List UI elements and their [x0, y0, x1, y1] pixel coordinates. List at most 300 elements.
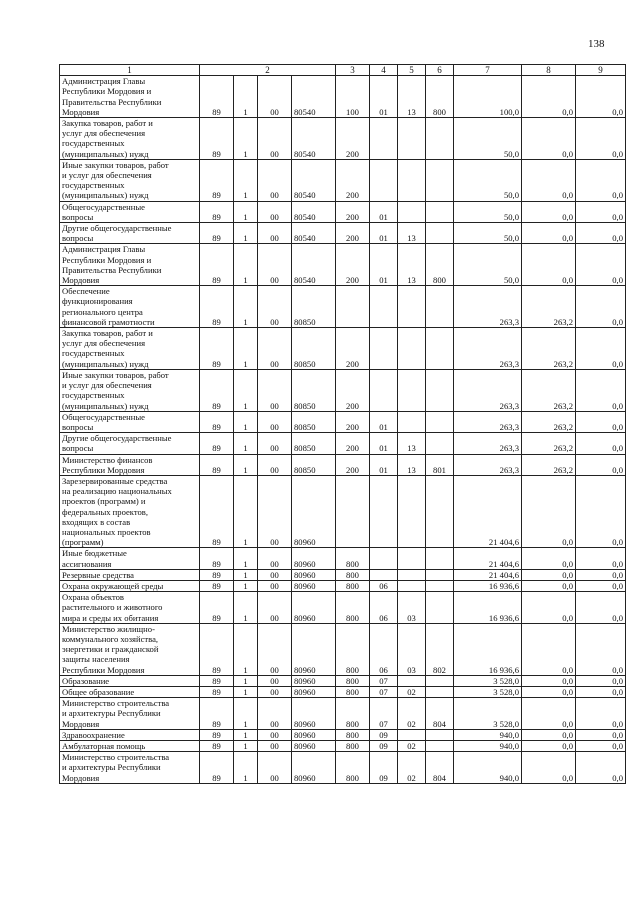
- amount-year-2: 0,0: [522, 548, 576, 569]
- amount-year-3: 0,0: [576, 623, 626, 675]
- section: 01: [370, 244, 398, 286]
- code-program: 89: [200, 592, 234, 624]
- table-header-row: [60, 65, 626, 76]
- code-subprogram: 1: [234, 159, 258, 201]
- row-name: Общегосударственные вопросы: [60, 411, 200, 432]
- code-program: 89: [200, 76, 234, 118]
- subsection: [398, 328, 426, 370]
- code-program: 89: [200, 580, 234, 591]
- code-direction: 80540: [292, 76, 336, 118]
- amount-year-3: 0,0: [576, 244, 626, 286]
- amount-year-2: 0,0: [522, 244, 576, 286]
- subsection: 03: [398, 623, 426, 675]
- amount-year-3: 0,0: [576, 729, 626, 740]
- amount-year-2: 0,0: [522, 76, 576, 118]
- amount-year-1: 50,0: [454, 159, 522, 201]
- amount-year-1: 50,0: [454, 244, 522, 286]
- section: 09: [370, 752, 398, 784]
- section: 01: [370, 454, 398, 475]
- amount-year-2: 0,0: [522, 569, 576, 580]
- header-col-5: 5: [398, 65, 426, 76]
- subsection: [398, 286, 426, 328]
- row-name: Иные бюджетные ассигнования: [60, 548, 200, 569]
- code-group: 00: [258, 223, 292, 244]
- amount-year-2: 263,2: [522, 328, 576, 370]
- code-program: 89: [200, 741, 234, 752]
- table-row: [60, 580, 626, 591]
- amount-year-2: 0,0: [522, 592, 576, 624]
- amount-year-3: 0,0: [576, 369, 626, 411]
- code-program: 89: [200, 698, 234, 730]
- subsection: 02: [398, 686, 426, 697]
- expense-type: [336, 475, 370, 547]
- ministry-code: 800: [426, 244, 454, 286]
- code-subprogram: 1: [234, 548, 258, 569]
- expense-type: 800: [336, 569, 370, 580]
- subsection: [398, 475, 426, 547]
- section: 06: [370, 592, 398, 624]
- row-name: Министерство строительства и архитектуры Республики Мордовия: [60, 698, 200, 730]
- code-group: 00: [258, 623, 292, 675]
- amount-year-2: 0,0: [522, 675, 576, 686]
- subsection: [398, 580, 426, 591]
- expense-type: 200: [336, 454, 370, 475]
- table-row: [60, 159, 626, 201]
- row-name: Общее образование: [60, 686, 200, 697]
- amount-year-2: 263,2: [522, 454, 576, 475]
- amount-year-2: 0,0: [522, 729, 576, 740]
- subsection: 13: [398, 223, 426, 244]
- code-program: 89: [200, 454, 234, 475]
- row-name: Администрация Главы Республики Мордовия и Правительства Республики Мордовия: [60, 244, 200, 286]
- amount-year-1: 50,0: [454, 201, 522, 222]
- code-subprogram: 1: [234, 741, 258, 752]
- table-row: [60, 623, 626, 675]
- amount-year-2: 0,0: [522, 623, 576, 675]
- row-name: Иные закупки товаров, работ и услуг для обеспечения государственных (муниципальных) нужд: [60, 369, 200, 411]
- amount-year-2: 0,0: [522, 118, 576, 160]
- subsection: [398, 548, 426, 569]
- code-direction: 80850: [292, 411, 336, 432]
- code-group: 00: [258, 675, 292, 686]
- amount-year-3: 0,0: [576, 752, 626, 784]
- code-group: 00: [258, 569, 292, 580]
- subsection: 03: [398, 592, 426, 624]
- table-row: [60, 698, 626, 730]
- code-program: 89: [200, 675, 234, 686]
- code-subprogram: 1: [234, 411, 258, 432]
- ministry-code: [426, 592, 454, 624]
- amount-year-2: 263,2: [522, 286, 576, 328]
- expense-type: 800: [336, 686, 370, 697]
- amount-year-2: 0,0: [522, 201, 576, 222]
- amount-year-3: 0,0: [576, 118, 626, 160]
- code-group: 00: [258, 328, 292, 370]
- code-direction: 80850: [292, 454, 336, 475]
- table-row: [60, 411, 626, 432]
- row-name: Другие общегосударственные вопросы: [60, 223, 200, 244]
- amount-year-3: 0,0: [576, 454, 626, 475]
- code-direction: 80540: [292, 159, 336, 201]
- table-row: [60, 118, 626, 160]
- amount-year-1: 263,3: [454, 411, 522, 432]
- subsection: [398, 369, 426, 411]
- table-body: [60, 76, 626, 784]
- amount-year-1: 50,0: [454, 223, 522, 244]
- code-program: 89: [200, 328, 234, 370]
- subsection: 13: [398, 76, 426, 118]
- ministry-code: [426, 569, 454, 580]
- code-subprogram: 1: [234, 369, 258, 411]
- amount-year-1: 263,3: [454, 454, 522, 475]
- amount-year-1: 50,0: [454, 118, 522, 160]
- page-number: 138: [588, 38, 605, 50]
- code-subprogram: 1: [234, 686, 258, 697]
- amount-year-3: 0,0: [576, 328, 626, 370]
- header-col-3: 3: [336, 65, 370, 76]
- amount-year-3: 0,0: [576, 159, 626, 201]
- expense-type: 800: [336, 741, 370, 752]
- amount-year-2: 0,0: [522, 159, 576, 201]
- subsection: [398, 201, 426, 222]
- code-subprogram: 1: [234, 729, 258, 740]
- table-row: [60, 729, 626, 740]
- table-row: [60, 76, 626, 118]
- ministry-code: [426, 159, 454, 201]
- expense-type: 200: [336, 328, 370, 370]
- row-name: Амбулаторная помощь: [60, 741, 200, 752]
- code-direction: 80850: [292, 328, 336, 370]
- expense-type: 200: [336, 411, 370, 432]
- section: 06: [370, 623, 398, 675]
- code-subprogram: 1: [234, 623, 258, 675]
- code-program: 89: [200, 433, 234, 454]
- amount-year-1: 3 528,0: [454, 698, 522, 730]
- code-program: 89: [200, 752, 234, 784]
- amount-year-3: 0,0: [576, 223, 626, 244]
- header-col-8: 8: [522, 65, 576, 76]
- section: [370, 475, 398, 547]
- row-name: Обеспечение функционирования регионального центра финансовой грамотности: [60, 286, 200, 328]
- amount-year-2: 263,2: [522, 369, 576, 411]
- ministry-code: 804: [426, 698, 454, 730]
- amount-year-3: 0,0: [576, 433, 626, 454]
- code-program: 89: [200, 411, 234, 432]
- code-direction: 80850: [292, 433, 336, 454]
- code-direction: 80960: [292, 569, 336, 580]
- amount-year-1: 940,0: [454, 729, 522, 740]
- table-row: [60, 454, 626, 475]
- code-group: 00: [258, 592, 292, 624]
- code-subprogram: 1: [234, 118, 258, 160]
- header-col-9: 9: [576, 65, 626, 76]
- ministry-code: [426, 223, 454, 244]
- amount-year-1: 940,0: [454, 752, 522, 784]
- code-subprogram: 1: [234, 244, 258, 286]
- amount-year-1: 100,0: [454, 76, 522, 118]
- section: [370, 118, 398, 160]
- expense-type: 200: [336, 433, 370, 454]
- expense-type: 800: [336, 548, 370, 569]
- code-group: 00: [258, 741, 292, 752]
- ministry-code: [426, 411, 454, 432]
- row-name: Иные закупки товаров, работ и услуг для обеспечения государственных (муниципальных) нужд: [60, 159, 200, 201]
- amount-year-2: 0,0: [522, 741, 576, 752]
- row-name: Администрация Главы Республики Мордовия и Правительства Республики Мордовия: [60, 76, 200, 118]
- section: [370, 548, 398, 569]
- section: 01: [370, 411, 398, 432]
- code-direction: 80540: [292, 118, 336, 160]
- amount-year-2: 263,2: [522, 411, 576, 432]
- amount-year-2: 0,0: [522, 686, 576, 697]
- code-group: 00: [258, 475, 292, 547]
- row-name: Резервные средства: [60, 569, 200, 580]
- expense-type: 200: [336, 118, 370, 160]
- amount-year-3: 0,0: [576, 580, 626, 591]
- code-subprogram: 1: [234, 580, 258, 591]
- amount-year-3: 0,0: [576, 286, 626, 328]
- code-group: 00: [258, 548, 292, 569]
- amount-year-3: 0,0: [576, 548, 626, 569]
- amount-year-1: 263,3: [454, 328, 522, 370]
- table-row: [60, 569, 626, 580]
- row-name: Зарезервированные средства на реализацию национальных проектов (программ) и федеральных проектов, входящих в состав национальных проектов (программ): [60, 475, 200, 547]
- table-row: [60, 244, 626, 286]
- amount-year-2: 0,0: [522, 698, 576, 730]
- code-direction: 80540: [292, 201, 336, 222]
- amount-year-1: 3 528,0: [454, 675, 522, 686]
- amount-year-3: 0,0: [576, 698, 626, 730]
- amount-year-1: 21 404,6: [454, 475, 522, 547]
- expense-type: 800: [336, 698, 370, 730]
- subsection: [398, 159, 426, 201]
- amount-year-1: 16 936,6: [454, 592, 522, 624]
- ministry-code: 804: [426, 752, 454, 784]
- section: 01: [370, 223, 398, 244]
- code-program: 89: [200, 623, 234, 675]
- expense-type: 800: [336, 592, 370, 624]
- row-name: Охрана окружающей среды: [60, 580, 200, 591]
- code-program: 89: [200, 118, 234, 160]
- code-group: 00: [258, 698, 292, 730]
- code-program: 89: [200, 244, 234, 286]
- expense-type: 800: [336, 752, 370, 784]
- amount-year-3: 0,0: [576, 475, 626, 547]
- code-subprogram: 1: [234, 752, 258, 784]
- code-program: 89: [200, 548, 234, 569]
- amount-year-3: 0,0: [576, 411, 626, 432]
- ministry-code: [426, 369, 454, 411]
- amount-year-2: 0,0: [522, 752, 576, 784]
- expense-type: 800: [336, 729, 370, 740]
- section: 09: [370, 741, 398, 752]
- amount-year-1: 940,0: [454, 741, 522, 752]
- code-direction: 80960: [292, 698, 336, 730]
- section: [370, 328, 398, 370]
- amount-year-1: 16 936,6: [454, 623, 522, 675]
- amount-year-1: 3 528,0: [454, 686, 522, 697]
- code-direction: 80960: [292, 675, 336, 686]
- row-name: Закупка товаров, работ и услуг для обеспечения государственных (муниципальных) нужд: [60, 328, 200, 370]
- amount-year-3: 0,0: [576, 569, 626, 580]
- row-name: Другие общегосударственные вопросы: [60, 433, 200, 454]
- code-group: 00: [258, 159, 292, 201]
- subsection: [398, 729, 426, 740]
- ministry-code: [426, 201, 454, 222]
- row-name: Министерство жилищно- коммунального хозяйства, энергетики и гражданской защиты населения Республики Мордовия: [60, 623, 200, 675]
- ministry-code: 802: [426, 623, 454, 675]
- expense-type: 800: [336, 580, 370, 591]
- subsection: [398, 675, 426, 686]
- amount-year-3: 0,0: [576, 201, 626, 222]
- ministry-code: 801: [426, 454, 454, 475]
- code-program: 89: [200, 475, 234, 547]
- expense-type: [336, 286, 370, 328]
- expense-type: 800: [336, 623, 370, 675]
- code-program: 89: [200, 201, 234, 222]
- section: 09: [370, 729, 398, 740]
- code-direction: 80960: [292, 475, 336, 547]
- subsection: [398, 569, 426, 580]
- amount-year-2: 263,2: [522, 433, 576, 454]
- code-group: 00: [258, 752, 292, 784]
- code-group: 00: [258, 580, 292, 591]
- code-subprogram: 1: [234, 569, 258, 580]
- amount-year-2: 0,0: [522, 223, 576, 244]
- expense-type: 200: [336, 201, 370, 222]
- code-direction: 80850: [292, 369, 336, 411]
- code-direction: 80960: [292, 729, 336, 740]
- amount-year-3: 0,0: [576, 592, 626, 624]
- section: 06: [370, 580, 398, 591]
- ministry-code: [426, 475, 454, 547]
- section: 01: [370, 201, 398, 222]
- row-name: Образование: [60, 675, 200, 686]
- ministry-code: [426, 433, 454, 454]
- code-direction: 80850: [292, 286, 336, 328]
- code-direction: 80960: [292, 580, 336, 591]
- amount-year-3: 0,0: [576, 675, 626, 686]
- ministry-code: [426, 675, 454, 686]
- expense-type: 200: [336, 244, 370, 286]
- amount-year-3: 0,0: [576, 686, 626, 697]
- code-subprogram: 1: [234, 201, 258, 222]
- code-group: 00: [258, 201, 292, 222]
- amount-year-1: 21 404,6: [454, 548, 522, 569]
- amount-year-3: 0,0: [576, 741, 626, 752]
- row-name: Министерство финансов Республики Мордовия: [60, 454, 200, 475]
- code-group: 00: [258, 433, 292, 454]
- ministry-code: [426, 286, 454, 328]
- budget-table: [59, 64, 626, 784]
- code-group: 00: [258, 118, 292, 160]
- table-row: [60, 286, 626, 328]
- code-group: 00: [258, 454, 292, 475]
- subsection: 13: [398, 454, 426, 475]
- code-subprogram: 1: [234, 592, 258, 624]
- expense-type: 100: [336, 76, 370, 118]
- code-direction: 80960: [292, 592, 336, 624]
- ministry-code: [426, 729, 454, 740]
- subsection: [398, 118, 426, 160]
- section: 07: [370, 698, 398, 730]
- ministry-code: 800: [426, 76, 454, 118]
- code-group: 00: [258, 76, 292, 118]
- table-row: [60, 752, 626, 784]
- code-direction: 80540: [292, 244, 336, 286]
- header-col-6: 6: [426, 65, 454, 76]
- code-group: 00: [258, 244, 292, 286]
- amount-year-1: 16 936,6: [454, 580, 522, 591]
- table-row: [60, 328, 626, 370]
- code-subprogram: 1: [234, 454, 258, 475]
- table-row: [60, 369, 626, 411]
- section: 07: [370, 675, 398, 686]
- ministry-code: [426, 686, 454, 697]
- amount-year-2: 0,0: [522, 580, 576, 591]
- subsection: 13: [398, 433, 426, 454]
- table-row: [60, 475, 626, 547]
- code-direction: 80960: [292, 548, 336, 569]
- table-row: [60, 201, 626, 222]
- subsection: [398, 411, 426, 432]
- code-direction: 80540: [292, 223, 336, 244]
- table-row: [60, 741, 626, 752]
- table-row: [60, 592, 626, 624]
- header-col-2: 2: [200, 65, 336, 76]
- table-row: [60, 686, 626, 697]
- subsection: 02: [398, 698, 426, 730]
- header-col-4: 4: [370, 65, 398, 76]
- row-name: Здравоохранение: [60, 729, 200, 740]
- header-col-1: 1: [60, 65, 200, 76]
- code-group: 00: [258, 286, 292, 328]
- amount-year-3: 0,0: [576, 76, 626, 118]
- code-direction: 80960: [292, 752, 336, 784]
- code-program: 89: [200, 686, 234, 697]
- code-group: 00: [258, 686, 292, 697]
- ministry-code: [426, 548, 454, 569]
- ministry-code: [426, 580, 454, 591]
- code-program: 89: [200, 729, 234, 740]
- subsection: 02: [398, 752, 426, 784]
- ministry-code: [426, 741, 454, 752]
- table-row: [60, 548, 626, 569]
- code-subprogram: 1: [234, 328, 258, 370]
- code-program: 89: [200, 369, 234, 411]
- code-group: 00: [258, 729, 292, 740]
- code-direction: 80960: [292, 741, 336, 752]
- table-row: [60, 675, 626, 686]
- expense-type: 200: [336, 223, 370, 244]
- table-row: [60, 433, 626, 454]
- expense-type: 200: [336, 369, 370, 411]
- row-name: Охрана объектов растительного и животного мира и среды их обитания: [60, 592, 200, 624]
- row-name: Министерство строительства и архитектуры Республики Мордовия: [60, 752, 200, 784]
- code-subprogram: 1: [234, 698, 258, 730]
- amount-year-2: 0,0: [522, 475, 576, 547]
- ministry-code: [426, 118, 454, 160]
- table-row: [60, 223, 626, 244]
- section: [370, 286, 398, 328]
- ministry-code: [426, 328, 454, 370]
- expense-type: 200: [336, 159, 370, 201]
- code-subprogram: 1: [234, 223, 258, 244]
- subsection: 13: [398, 244, 426, 286]
- section: [370, 569, 398, 580]
- code-program: 89: [200, 159, 234, 201]
- row-name: Общегосударственные вопросы: [60, 201, 200, 222]
